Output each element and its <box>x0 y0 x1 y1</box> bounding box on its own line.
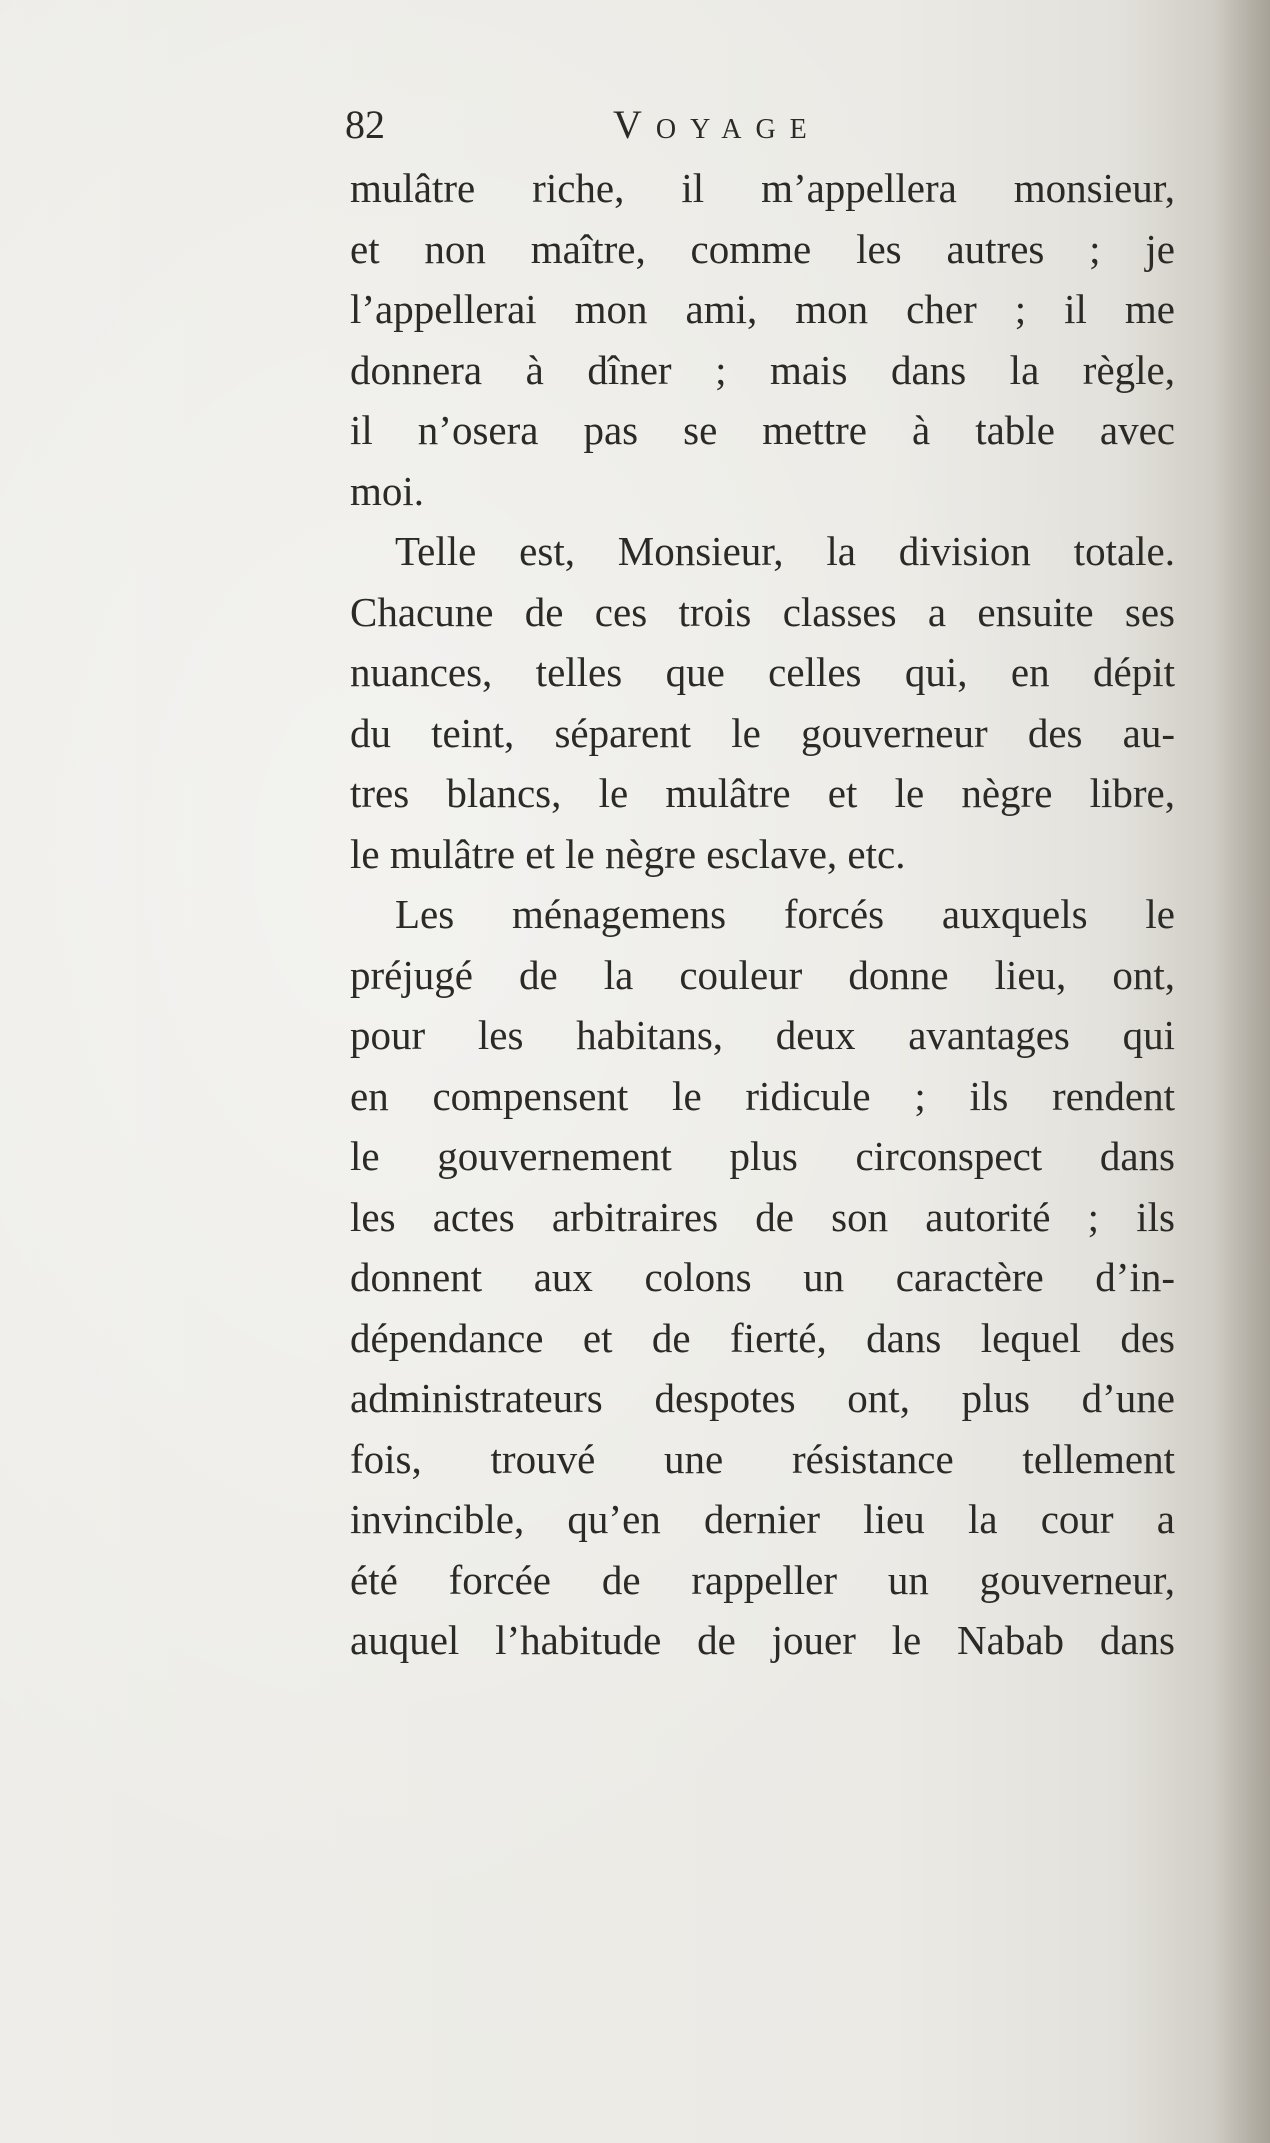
text-line: donnera à dîner ; mais dans la règle, <box>350 346 1175 393</box>
text-line: les actes arbitraires de son autorité ; ils <box>350 1193 1175 1240</box>
text-line: nuances, telles que celles qui, en dépit <box>350 649 1175 695</box>
page-header <box>345 95 1185 155</box>
running-head: Voyage <box>613 102 821 147</box>
text-line: le gouvernement plus circonspect dans <box>350 1133 1175 1179</box>
text-line: le mulâtre et le nègre esclave, etc. <box>350 830 906 877</box>
text-line: il n’osera pas se mettre à table avec <box>350 407 1175 453</box>
text-line: administrateurs despotes ont, plus d’une <box>350 1375 1175 1421</box>
page-number: 82 <box>345 102 385 147</box>
text-line: auquel l’habitude de jouer le Nabab dans <box>350 1617 1175 1663</box>
text-line: l’appellerai mon ami, mon cher ; il me <box>350 286 1175 332</box>
text-line: invincible, qu’en dernier lieu la cour a <box>350 1496 1175 1542</box>
text-line: donnent aux colons un caractère d’in- <box>350 1254 1175 1300</box>
text-line: et non maître, comme les autres ; je <box>350 225 1175 272</box>
text-line: en compensent le ridicule ; ils rendent <box>350 1072 1175 1119</box>
text-line: fois, trouvé une résistance tellement <box>350 1435 1175 1482</box>
text-line: préjugé de la couleur donne lieu, ont, <box>350 951 1175 998</box>
text-line: du teint, séparent le gouverneur des au- <box>350 709 1175 756</box>
text-line: Les ménagemens forcés auxquels le <box>395 891 1175 937</box>
text-line: mulâtre riche, il m’appellera monsieur, <box>350 165 1175 211</box>
text-line: pour les habitans, deux avantages qui <box>350 1012 1175 1058</box>
text-line: Chacune de ces trois classes a ensuite ses <box>350 588 1175 635</box>
text-line: dépendance et de fierté, dans lequel des <box>350 1314 1175 1361</box>
text-line: moi. <box>350 467 425 514</box>
body-text <box>350 158 1175 1671</box>
page-edge-shadow <box>1210 0 1270 2143</box>
text-line: tres blancs, le mulâtre et le nègre libre, <box>350 770 1175 816</box>
text-line: Telle est, Monsieur, la division totale. <box>395 528 1175 574</box>
text-line: été forcée de rappeller un gouverneur, <box>350 1556 1175 1603</box>
